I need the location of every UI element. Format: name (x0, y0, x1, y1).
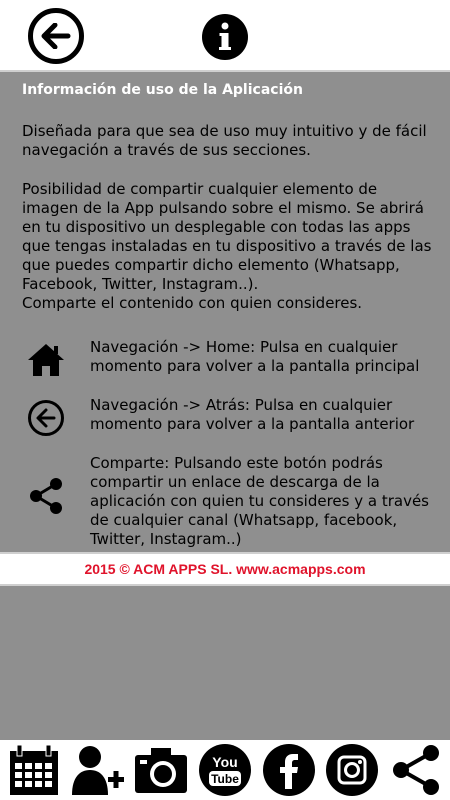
section-title: Información de uso de la Aplicación (22, 82, 303, 98)
bottom-toolbar (0, 740, 450, 800)
feature-share-text: Comparte: Pulsando este botón podrás compartir un enlace de descarga de la aplicación con quien tu consideres y a través de cualquier canal (Whatsapp, facebook, Twitter, Instagram..) (90, 454, 429, 548)
back-button[interactable] (28, 8, 84, 64)
footer-copyright[interactable]: 2015 © ACM APPS SL. www.acmapps.com (84, 561, 366, 577)
feature-home-text: Navegación -> Home: Pulsa en cualquier momento para volver a la pantalla principal (90, 338, 420, 375)
calendar-icon[interactable] (6, 742, 62, 798)
info-button[interactable] (202, 14, 248, 60)
home-icon (24, 338, 68, 382)
share-icon[interactable] (388, 742, 444, 798)
facebook-icon[interactable] (261, 742, 317, 798)
paragraph-share-images: Posibilidad de compartir cualquier elemento de imagen de la App pulsando sobre el mismo. Se abrirá en tu dispositivo un desplegable con todas las apps que tengas instaladas en tu dispositivo a través de las que puedes compartir dicho elemento (Whatsapp, Facebook, Twitter, Instagram..). (22, 180, 432, 293)
paragraph-navigation: Diseñada para que sea de uso muy intuitivo y de fácil navegación a través de sus secciones. (22, 122, 427, 159)
back-arrow-icon (41, 23, 71, 49)
share-icon (24, 474, 68, 518)
add-contact-icon[interactable] (70, 742, 126, 798)
camera-icon[interactable] (133, 742, 189, 798)
youtube-label-bottom: Tube (211, 772, 239, 786)
info-icon (218, 22, 232, 52)
footer (0, 552, 450, 586)
top-bar (0, 0, 450, 72)
instagram-icon[interactable] (324, 742, 380, 798)
paragraph-share-content: Comparte el contenido con quien consideres. (22, 294, 363, 312)
youtube-icon[interactable] (197, 742, 253, 798)
youtube-label-top: You (212, 754, 238, 770)
back-icon (24, 396, 68, 440)
info-content (0, 72, 450, 552)
feature-back-text: Navegación -> Atrás: Pulsa en cualquier momento para volver a la pantalla anterior (90, 396, 415, 433)
